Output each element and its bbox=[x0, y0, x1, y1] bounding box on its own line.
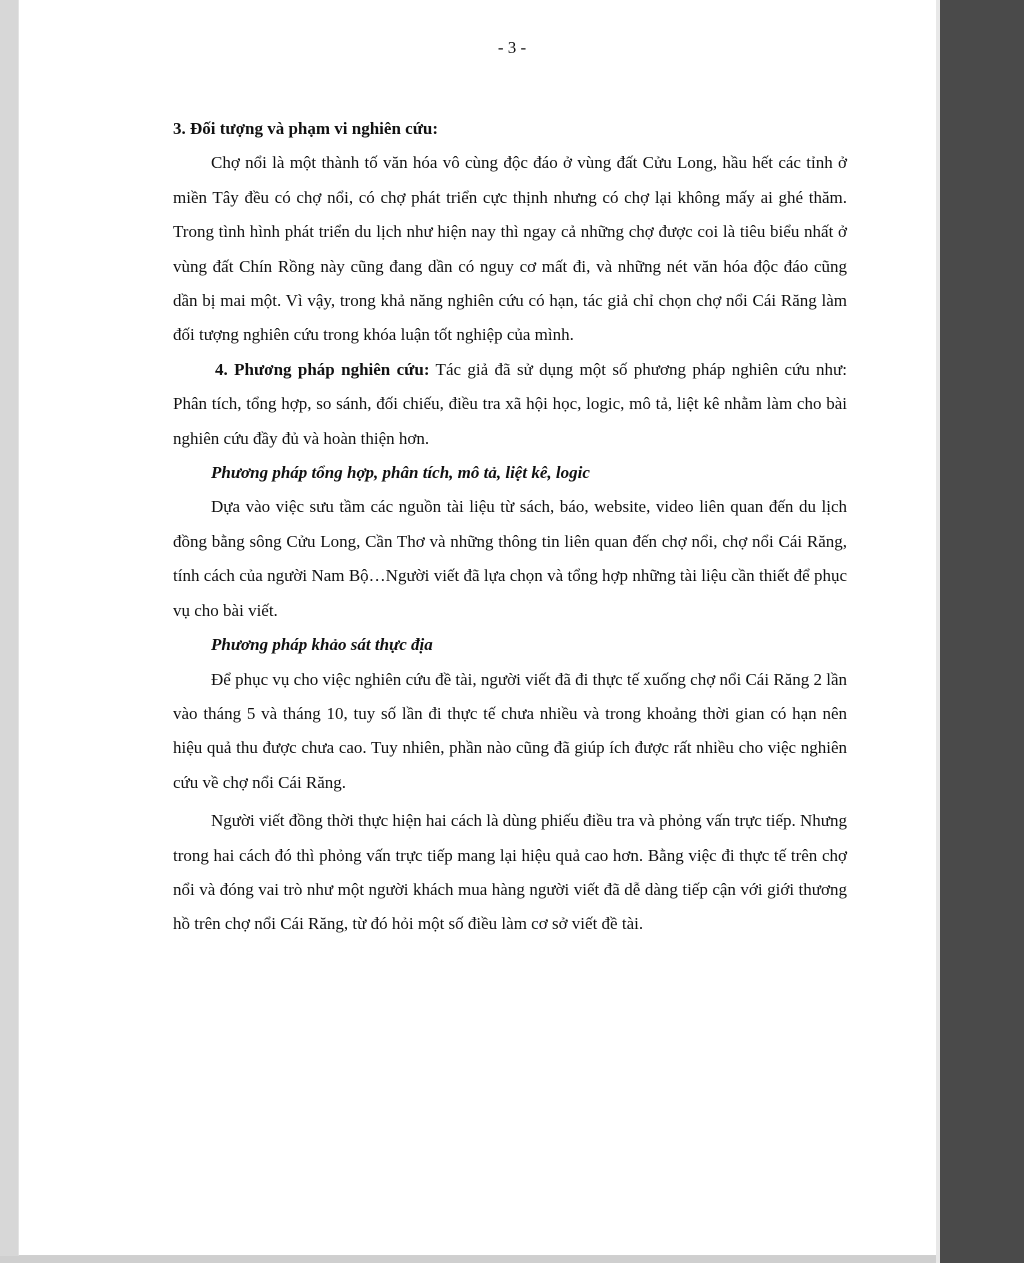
method-1-heading: Phương pháp tổng hợp, phân tích, mô tả, liệt kê, logic bbox=[211, 463, 590, 483]
section-3-heading: 3. Đối tượng và phạm vi nghiên cứu: bbox=[173, 119, 439, 138]
method-2-paragraph-1: Để phục vụ cho việc nghiên cứu đề tài, người viết đã đi thực tế xuống chợ nổi Cái Răng 2 lần vào tháng 5 và tháng 10, tuy số lần đi thực tế chưa nhiều và trong khoảng thời gian có hạn nên hiệu quả thu được chưa cao. Tuy nhiên, phần nào cũng đã giúp ích được rất nhiều cho việc nghiên cứu về chợ nổi Cái Răng. bbox=[173, 669, 847, 792]
section-4-paragraph bbox=[173, 353, 847, 456]
viewer-scrollbar-track[interactable] bbox=[936, 0, 940, 1263]
method-2-paragraph-2: Người viết đồng thời thực hiện hai cách là dùng phiếu điều tra và phỏng vấn trực tiếp. Nhưng trong hai cách đó thì phỏng vấn trực tiếp mang lại hiệu quả cao hơn. Bằng việc đi thực tế trên chợ nổi và đóng vai trò như một người khách mua hàng người viết đã dễ dàng tiếp cận với giới thương hồ trên chợ nổi Cái Răng, từ đó hỏi một số điều làm cơ sở viết đề tài. bbox=[173, 811, 847, 934]
method-2-heading: Phương pháp khảo sát thực địa bbox=[211, 635, 433, 655]
section-3-paragraph: Chợ nổi là một thành tố văn hóa vô cùng độc đáo ở vùng đất Cửu Long, hầu hết các tỉnh ở miền Tây đều có chợ nổi, có chợ phát triển cực thịnh nhưng có chợ lại không mấy ai ghé thăm. Trong tình hình phát triển du lịch như hiện nay thì ngay cả những chợ được coi là tiêu biểu nhất ở vùng đất Chín Rồng này cũng đang dần có nguy cơ mất đi, và những nét văn hóa độc đáo cũng dần bị mai một. Vì vậy, trong khả năng nghiên cứu có hạn, tác giả chỉ chọn chợ nổi Cái Răng làm đối tượng nghiên cứu trong khóa luận tốt nghiệp của mình. bbox=[173, 153, 847, 345]
page-content bbox=[173, 112, 847, 942]
section-4-heading: 4. Phương pháp nghiên cứu: bbox=[215, 359, 430, 379]
page-number: - 3 - bbox=[497, 38, 527, 57]
section-4-intro: Tác giả đã sử dụng một số phương pháp nghiên cứu như: Phân tích, tổng hợp, so sánh, đối chiếu, điều tra xã hội học, logic, mô tả, liệt kê nhằm làm cho bài nghiên cứu đầy đủ và hoàn thiện hơn. bbox=[173, 359, 847, 448]
page-bottom-edge bbox=[0, 1256, 936, 1263]
method-1-paragraph: Dựa vào việc sưu tầm các nguồn tài liệu từ sách, báo, website, video liên quan đến du lịch đồng bằng sông Cửu Long, Cần Thơ và những thông tin liên quan đến chợ nổi, chợ nổi Cái Răng, tính cách của người Nam Bộ…Người viết đã lựa chọn và tổng hợp những tài liệu cần thiết để phục vụ cho bài viết. bbox=[173, 497, 847, 620]
viewer-left-gutter bbox=[0, 0, 18, 1263]
